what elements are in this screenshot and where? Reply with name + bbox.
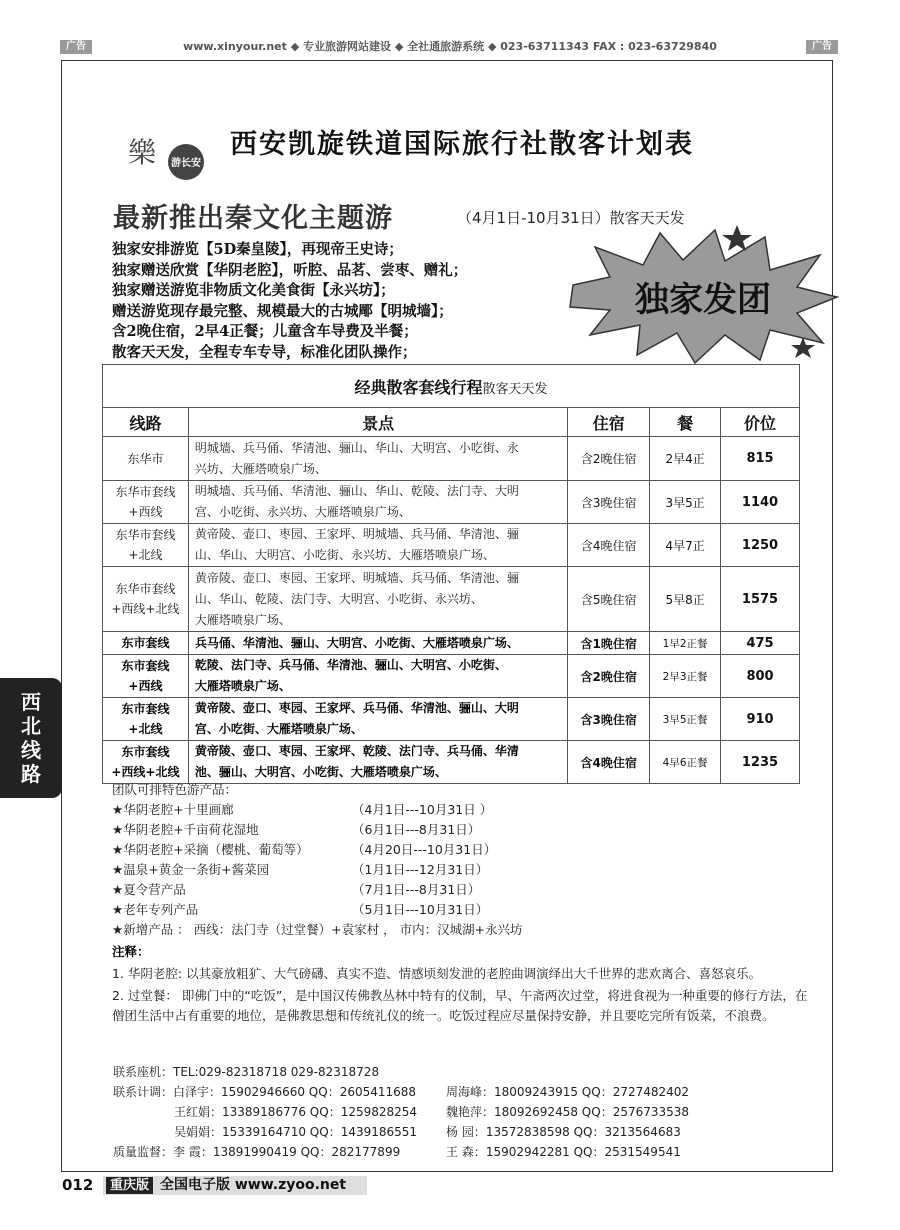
spots-line: 宫、小吃街、永兴坊、大雁塔喷泉广场、 — [194, 505, 411, 519]
side-tab-char: 线 — [21, 738, 41, 762]
contact-quality-line: 质量监督：李 霞：13891990419 QQ：282177899 — [113, 1145, 401, 1159]
stay-cell: 含3晚住宿 — [568, 481, 650, 524]
spots-line: 宫、小吃街、大雁塔喷泉广场、 — [194, 722, 363, 736]
stay-cell: 含3晚住宿 — [568, 698, 650, 741]
col-header-stay: 住宿 — [568, 408, 650, 437]
spots-cell — [188, 567, 567, 632]
table-row — [103, 741, 800, 784]
meal-cell: 4早6正餐 — [650, 741, 721, 784]
meal-cell: 1早2正餐 — [650, 632, 721, 655]
product-name: ★温泉+黄金一条街+酱菜园 — [112, 862, 270, 877]
feature-item: 散客天天发，全程专车专导，标准化团队操作； — [112, 343, 417, 361]
side-tab-char: 路 — [21, 762, 41, 786]
stay-cell: 含5晚住宿 — [568, 567, 650, 632]
feature-item: 含2晚住宿，2早4正餐；儿童含车导费及半餐； — [112, 323, 418, 340]
meal-cell: 2早3正餐 — [650, 655, 721, 698]
route-line: 东华市 — [127, 451, 164, 466]
spots-line: 乾陵、法门寺、兵马俑、华清池、骊山、大明宫、小吃街、 — [194, 658, 507, 672]
table-caption — [103, 365, 800, 408]
stay-cell: 含1晚住宿 — [568, 632, 650, 655]
table-row — [103, 481, 800, 524]
route-cell — [103, 524, 189, 567]
price-cell: 475 — [721, 632, 800, 655]
product-name: ★华阴老腔+采摘（樱桃、葡萄等） — [112, 842, 309, 857]
spots-line: 大雁塔喷泉广场、 — [194, 679, 291, 693]
spots-line: 兴坊、大雁塔喷泉广场、 — [194, 461, 327, 476]
contact-left-line: 王红娟：13389186776 QQ：1259828254 — [174, 1105, 418, 1119]
price-cell: 1235 — [721, 741, 800, 784]
stay-cell: 含2晚住宿 — [568, 437, 650, 481]
table-row — [103, 567, 800, 632]
product-date: （6月1日---8月31日） — [352, 822, 481, 837]
feature-item: 独家赠送欣赏【华阴老腔】，听腔、品茗、尝枣、赠礼； — [112, 261, 468, 279]
spots-line: 池、骊山、大明宫、小吃街、大雁塔喷泉广场、 — [194, 765, 447, 779]
spots-cell — [188, 632, 567, 655]
meal-cell: 4早7正 — [650, 524, 721, 567]
table-caption-row — [103, 365, 800, 408]
product-date: （1月1日---12月31日） — [352, 862, 489, 877]
spots-cell — [188, 524, 567, 567]
product-name: ★华阴老腔+千亩荷花湿地 — [112, 822, 259, 837]
table-header-row — [103, 408, 800, 437]
badge-text: 独家发团 — [635, 280, 771, 320]
route-cell — [103, 481, 189, 524]
product-name: ★老年专列产品 — [112, 902, 199, 917]
product-item — [112, 860, 523, 880]
price-cell: 1250 — [721, 524, 800, 567]
product-date: （4月20日---10月31日） — [352, 842, 497, 857]
route-cell — [103, 437, 189, 481]
table-row — [103, 698, 800, 741]
product-date: （7月1日---8月31日） — [352, 882, 481, 897]
route-line: +西线+北线 — [111, 602, 180, 616]
product-item — [112, 800, 523, 820]
spots-line: 黄帝陵、壶口、枣园、王家坪、乾陵、法门寺、兵马俑、华清 — [194, 744, 519, 758]
meal-cell: 2早4正 — [650, 437, 721, 481]
table-row — [103, 524, 800, 567]
spots-cell — [188, 437, 567, 481]
table-caption-title: 经典散客套线行程 — [354, 377, 483, 397]
price-cell: 910 — [721, 698, 800, 741]
table-caption-sub: 散客天天发 — [482, 381, 548, 397]
agency-logo — [128, 130, 208, 190]
meal-cell: 3早5正餐 — [650, 698, 721, 741]
table-row — [103, 437, 800, 481]
col-header-meal: 餐 — [650, 408, 721, 437]
price-cell: 815 — [721, 437, 800, 481]
product-date: （5月1日---10月31日） — [352, 902, 489, 917]
col-header-price: 价位 — [721, 408, 800, 437]
logo-sub-text: 游长安 — [171, 158, 201, 169]
route-line: 东市套线 — [121, 636, 170, 650]
product-name: ★夏令营产品 — [112, 882, 186, 897]
col-header-route: 线路 — [103, 408, 189, 437]
page-title: 西安凯旋铁道国际旅行社散客计划表 — [230, 129, 694, 160]
feature-item: 独家安排游览【5D秦皇陵】，再现帝王史诗； — [112, 241, 403, 258]
route-cell — [103, 567, 189, 632]
stay-cell: 含4晚住宿 — [568, 741, 650, 784]
spots-line: 山、华山、乾陵、法门寺、大明宫、小吃街、永兴坊、 — [194, 591, 483, 606]
theme-headline: 最新推出秦文化主题游 — [113, 203, 393, 234]
product-item — [112, 880, 523, 900]
product-item — [112, 820, 523, 840]
feature-item: 独家赠送游览非物质文化美食街【永兴坊】； — [112, 282, 395, 299]
group-products-heading: 团队可排特色游产品： — [112, 782, 238, 797]
itinerary-table — [102, 364, 800, 784]
route-line: +西线+北线 — [111, 765, 180, 779]
spots-cell — [188, 741, 567, 784]
exclusive-badge — [565, 225, 840, 365]
product-name: ★华阴老腔+十里画廊 — [112, 802, 234, 817]
contact-left-line: 吴娟娟：15339164710 QQ：1439186551 — [174, 1125, 418, 1139]
side-tab-char: 北 — [21, 714, 41, 738]
route-cell — [103, 655, 189, 698]
spots-line: 大雁塔喷泉广场、 — [194, 612, 291, 627]
edition-badge: 重庆版 — [106, 1177, 153, 1194]
spots-line: 明城墙、兵马俑、华清池、骊山、华山、大明宫、小吃街、永 — [194, 440, 519, 455]
ad-tag-left: 广告 — [60, 40, 92, 54]
spots-line: 明城墙、兵马俑、华清池、骊山、华山、乾陵、法门寺、大明 — [194, 484, 519, 498]
stay-cell: 含2晚住宿 — [568, 655, 650, 698]
meal-cell: 5早8正 — [650, 567, 721, 632]
side-tab-char: 西 — [21, 690, 41, 714]
spots-line: 黄帝陵、壶口、枣园、王家坪、兵马俑、华清池、骊山、大明 — [194, 701, 519, 715]
product-item — [112, 900, 523, 920]
spots-line: 黄帝陵、壶口、枣园、王家坪、明城墙、兵马俑、华清池、骊 — [194, 527, 519, 541]
table-row — [103, 655, 800, 698]
route-line: 东华市套线 — [115, 528, 176, 542]
price-cell: 800 — [721, 655, 800, 698]
route-line: +西线 — [128, 505, 163, 519]
logo-main-char: 樂 — [128, 136, 157, 169]
route-line: +西线 — [128, 679, 163, 693]
price-cell: 1575 — [721, 567, 800, 632]
ad-tag-right: 广告 — [806, 40, 838, 54]
product-date: （4月1日---10月31日 ） — [352, 802, 493, 817]
route-cell — [103, 741, 189, 784]
contact-right-line: 杨 园：13572838598 QQ：3213564683 — [446, 1125, 681, 1139]
footer-website[interactable]: 全国电子版 www.zyoo.net — [160, 1177, 347, 1193]
route-line: 东华市套线 — [115, 582, 176, 596]
route-cell — [103, 698, 189, 741]
route-line: 东市套线 — [121, 702, 170, 716]
spots-line: 黄帝陵、壶口、枣园、王家坪、明城墙、兵马俑、华清池、骊 — [194, 570, 519, 585]
spots-cell — [188, 698, 567, 741]
spots-line: 山、华山、大明宫、小吃街、永兴坊、大雁塔喷泉广场、 — [194, 548, 495, 562]
stay-cell: 含4晚住宿 — [568, 524, 650, 567]
note-item: 2. 过堂餐： 即佛门中的“吃饭”，是中国汉传佛教丛林中特有的仪制，早、午斋两次过堂，将进食视为一种重要的修行方法，在僧团生活中占有重要的地位，是佛教思想和传统礼仪的统一。吃饭过程应尽量保持安静，并且要吃完所有饭菜，不浪费。 — [112, 988, 808, 1023]
theme-date-range: （4月1日-10月31日）散客天天发 — [457, 209, 685, 227]
route-line: +北线 — [128, 722, 163, 736]
contact-landline: 联系座机：TEL:029-82318718 029-82318728 — [113, 1065, 380, 1079]
spots-cell — [188, 655, 567, 698]
notes-section — [112, 942, 812, 1026]
contact-right-line: 魏艳萍：18092692458 QQ：2576733538 — [446, 1105, 690, 1119]
table-row — [103, 632, 800, 655]
new-product-item: ★新增产品 ： 西线：法门寺（过堂餐）+袁家村 ， 市内：汉城湖+永兴坊 — [112, 922, 523, 937]
col-header-spots: 景点 — [188, 408, 567, 437]
notes-heading: 注释： — [112, 944, 150, 959]
note-item: 1. 华阴老腔: 以其豪放粗犷、大气磅礴、真实不造、情感顷刻发泄的老腔曲调演绎出大千世界的悲欢离合、喜怒哀乐。 — [112, 966, 762, 981]
contact-right-line: 周海峰：18009243915 QQ：2727482402 — [446, 1085, 690, 1099]
meal-cell: 3早5正 — [650, 481, 721, 524]
price-cell: 1140 — [721, 481, 800, 524]
contact-left-line: 联系计调：白泽宇：15902946660 QQ：2605411688 — [113, 1085, 417, 1099]
product-item — [112, 840, 523, 860]
feature-list — [112, 240, 467, 363]
route-line: +北线 — [128, 548, 163, 562]
contact-right-line: 王 森：15902942281 QQ：2531549541 — [446, 1145, 681, 1159]
section-tab-northwest — [0, 678, 62, 798]
spots-cell — [188, 481, 567, 524]
header-contact-line: www.xinyour.net ◆ 专业旅游网站建设 ◆ 全社通旅游系统 ◆ 023-63711343 FAX : 023-63729840 — [183, 40, 717, 53]
route-line: 东市套线 — [121, 659, 170, 673]
route-line: 东市套线 — [121, 745, 170, 759]
route-cell — [103, 632, 189, 655]
page-number: 012 — [62, 1176, 94, 1194]
route-line: 东华市套线 — [115, 485, 176, 499]
feature-item: 赠送游览现存最完整、规模最大的古城郮【明城墙】； — [112, 302, 453, 320]
group-products — [112, 780, 523, 940]
spots-line: 兵马俑、华清池、骊山、大明宫、小吃街、大雁塔喷泉广场、 — [194, 635, 519, 650]
